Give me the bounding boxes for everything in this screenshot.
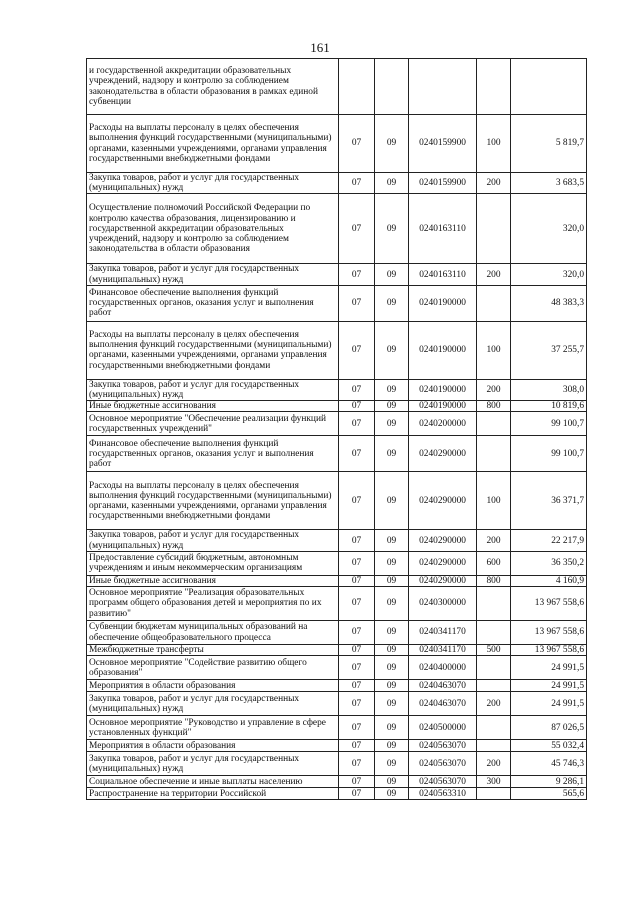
- amount-cell: 565,6: [511, 788, 587, 800]
- target-article-cell: [409, 59, 477, 115]
- expense-type-cell: 200: [477, 530, 511, 551]
- subsection-code-cell: 09: [375, 379, 409, 400]
- subsection-code-cell: 09: [375, 321, 409, 379]
- item-name-cell: Финансовое обеспечение выполнения функций государственных органов, оказания услуг и выполнения работ: [87, 285, 339, 321]
- section-code-cell: 07: [339, 680, 375, 692]
- item-name-cell: Основное мероприятие "Обеспечение реализации функций государственных учреждений": [87, 412, 339, 436]
- expense-type-cell: [477, 740, 511, 752]
- table-row: [87, 621, 587, 645]
- amount-cell: 36 371,7: [511, 472, 587, 530]
- amount-cell: 308,0: [511, 379, 587, 400]
- expense-type-cell: [477, 194, 511, 264]
- item-name-cell: Расходы на выплаты персоналу в целях обеспечения выполнения функций государственными (муниципальными) органами, казенными учреждениями, органами управления государственными внебюджетными фондами: [87, 472, 339, 530]
- subsection-code-cell: 09: [375, 621, 409, 645]
- table-row: [87, 645, 587, 656]
- item-name-cell: Межбюджетные трансферты: [87, 645, 339, 656]
- target-article-cell: 0240290000: [409, 530, 477, 551]
- table-row: [87, 379, 587, 400]
- amount-cell: 87 026,5: [511, 716, 587, 740]
- expense-type-cell: 200: [477, 692, 511, 716]
- subsection-code-cell: 09: [375, 740, 409, 752]
- target-article-cell: 0240400000: [409, 656, 477, 680]
- subsection-code-cell: 09: [375, 692, 409, 716]
- table-row: [87, 115, 587, 173]
- amount-cell: 24 991,5: [511, 692, 587, 716]
- table-row: [87, 194, 587, 264]
- target-article-cell: 0240163110: [409, 194, 477, 264]
- expense-type-cell: [477, 716, 511, 740]
- subsection-code-cell: 09: [375, 575, 409, 586]
- amount-cell: 320,0: [511, 194, 587, 264]
- target-article-cell: 0240290000: [409, 551, 477, 575]
- section-code-cell: 07: [339, 472, 375, 530]
- target-article-cell: 0240563310: [409, 788, 477, 800]
- amount-cell: 22 217,9: [511, 530, 587, 551]
- section-code-cell: 07: [339, 285, 375, 321]
- subsection-code-cell: 09: [375, 401, 409, 412]
- target-article-cell: 0240563070: [409, 740, 477, 752]
- amount-cell: 24 991,5: [511, 656, 587, 680]
- expense-type-cell: [477, 788, 511, 800]
- section-code-cell: 07: [339, 656, 375, 680]
- table-row: [87, 656, 587, 680]
- subsection-code-cell: 09: [375, 716, 409, 740]
- target-article-cell: 0240290000: [409, 575, 477, 586]
- expense-type-cell: 200: [477, 264, 511, 285]
- table-row: [87, 412, 587, 436]
- table-row: [87, 401, 587, 412]
- section-code-cell: 07: [339, 173, 375, 194]
- expense-type-cell: 100: [477, 321, 511, 379]
- subsection-code-cell: 09: [375, 436, 409, 472]
- amount-cell: 13 967 558,6: [511, 621, 587, 645]
- section-code-cell: 07: [339, 621, 375, 645]
- subsection-code-cell: 09: [375, 115, 409, 173]
- expense-type-cell: [477, 680, 511, 692]
- subsection-code-cell: 09: [375, 194, 409, 264]
- item-name-cell: Основное мероприятие "Содействие развитию общего образования": [87, 656, 339, 680]
- subsection-code-cell: 09: [375, 587, 409, 621]
- table-row: [87, 716, 587, 740]
- amount-cell: 10 819,6: [511, 401, 587, 412]
- expense-type-cell: 100: [477, 115, 511, 173]
- subsection-code-cell: 09: [375, 285, 409, 321]
- table-row: [87, 264, 587, 285]
- expense-type-cell: 200: [477, 379, 511, 400]
- target-article-cell: 0240159900: [409, 173, 477, 194]
- item-name-cell: Субвенции бюджетам муниципальных образований на обеспечение общеобразовательного процесса: [87, 621, 339, 645]
- table-row: [87, 472, 587, 530]
- expense-type-cell: 200: [477, 752, 511, 776]
- expense-type-cell: 100: [477, 472, 511, 530]
- amount-cell: 55 032,4: [511, 740, 587, 752]
- expense-type-cell: [477, 621, 511, 645]
- table-row: [87, 740, 587, 752]
- item-name-cell: Расходы на выплаты персоналу в целях обеспечения выполнения функций государственными (муниципальными) органами, казенными учреждениями, органами управления государственными внебюджетными фондами: [87, 115, 339, 173]
- expense-type-cell: 600: [477, 551, 511, 575]
- amount-cell: 13 967 558,6: [511, 645, 587, 656]
- subsection-code-cell: 09: [375, 264, 409, 285]
- expense-type-cell: [477, 285, 511, 321]
- target-article-cell: 0240463070: [409, 692, 477, 716]
- item-name-cell: Социальное обеспечение и иные выплаты населению: [87, 776, 339, 788]
- item-name-cell: Финансовое обеспечение выполнения функций государственных органов, оказания услуг и выполнения работ: [87, 436, 339, 472]
- amount-cell: 99 100,7: [511, 436, 587, 472]
- target-article-cell: 0240563070: [409, 752, 477, 776]
- subsection-code-cell: 09: [375, 656, 409, 680]
- subsection-code-cell: [375, 59, 409, 115]
- section-code-cell: 07: [339, 575, 375, 586]
- target-article-cell: 0240290000: [409, 472, 477, 530]
- item-name-cell: Мероприятия в области образования: [87, 680, 339, 692]
- section-code-cell: 07: [339, 379, 375, 400]
- item-name-cell: Основное мероприятие "Руководство и управление в сфере установленных функций": [87, 716, 339, 740]
- table-row: [87, 692, 587, 716]
- item-name-cell: Закупка товаров, работ и услуг для государственных (муниципальных) нужд: [87, 379, 339, 400]
- item-name-cell: Основное мероприятие "Реализация образовательных программ общего образования детей и мероприятия по их развитию": [87, 587, 339, 621]
- amount-cell: [511, 59, 587, 115]
- item-name-cell: Мероприятия в области образования: [87, 740, 339, 752]
- target-article-cell: 0240563070: [409, 776, 477, 788]
- target-article-cell: 0240300000: [409, 587, 477, 621]
- amount-cell: 99 100,7: [511, 412, 587, 436]
- section-code-cell: [339, 59, 375, 115]
- target-article-cell: 0240463070: [409, 680, 477, 692]
- item-name-cell: Расходы на выплаты персоналу в целях обеспечения выполнения функций государственными (муниципальными) органами, казенными учреждениями, органами управления государственными внебюджетными фондами: [87, 321, 339, 379]
- table-row: [87, 551, 587, 575]
- subsection-code-cell: 09: [375, 752, 409, 776]
- item-name-cell: Осуществление полномочий Российской Федерации по контролю качества образования, лицензированию и государственной аккредитации образовательных учреждений, надзору и контролю за соблюдением законодательства в области образования: [87, 194, 339, 264]
- table-row: [87, 436, 587, 472]
- table-row: [87, 680, 587, 692]
- expense-type-cell: 200: [477, 173, 511, 194]
- table-row: [87, 575, 587, 586]
- target-article-cell: 0240163110: [409, 264, 477, 285]
- expense-type-cell: [477, 59, 511, 115]
- item-name-cell: Закупка товаров, работ и услуг для государственных (муниципальных) нужд: [87, 530, 339, 551]
- target-article-cell: 0240200000: [409, 412, 477, 436]
- expense-type-cell: [477, 587, 511, 621]
- table-row: [87, 587, 587, 621]
- item-name-cell: Распространение на территории Российской: [87, 788, 339, 800]
- target-article-cell: 0240290000: [409, 436, 477, 472]
- target-article-cell: 0240159900: [409, 115, 477, 173]
- table-row: [87, 776, 587, 788]
- subsection-code-cell: 09: [375, 472, 409, 530]
- subsection-code-cell: 09: [375, 551, 409, 575]
- budget-table-body: [87, 59, 587, 800]
- section-code-cell: 07: [339, 264, 375, 285]
- section-code-cell: 07: [339, 740, 375, 752]
- table-row: [87, 530, 587, 551]
- section-code-cell: 07: [339, 692, 375, 716]
- item-name-cell: Закупка товаров, работ и услуг для государственных (муниципальных) нужд: [87, 173, 339, 194]
- section-code-cell: 07: [339, 194, 375, 264]
- item-name-cell: и государственной аккредитации образовательных учреждений, надзору и контролю за соблюдением законодательства в области образования в рамках единой субвенции: [87, 59, 339, 115]
- section-code-cell: 07: [339, 115, 375, 173]
- subsection-code-cell: 09: [375, 680, 409, 692]
- section-code-cell: 07: [339, 645, 375, 656]
- section-code-cell: 07: [339, 752, 375, 776]
- amount-cell: 320,0: [511, 264, 587, 285]
- expense-type-cell: [477, 656, 511, 680]
- subsection-code-cell: 09: [375, 412, 409, 436]
- amount-cell: 45 746,3: [511, 752, 587, 776]
- item-name-cell: Иные бюджетные ассигнования: [87, 401, 339, 412]
- target-article-cell: 0240341170: [409, 621, 477, 645]
- item-name-cell: Иные бюджетные ассигнования: [87, 575, 339, 586]
- section-code-cell: 07: [339, 530, 375, 551]
- target-article-cell: 0240341170: [409, 645, 477, 656]
- target-article-cell: 0240500000: [409, 716, 477, 740]
- section-code-cell: 07: [339, 401, 375, 412]
- subsection-code-cell: 09: [375, 776, 409, 788]
- section-code-cell: 07: [339, 587, 375, 621]
- section-code-cell: 07: [339, 321, 375, 379]
- item-name-cell: Предоставление субсидий бюджетным, автономным учреждениям и иным некоммерческим организациям: [87, 551, 339, 575]
- subsection-code-cell: 09: [375, 173, 409, 194]
- item-name-cell: Закупка товаров, работ и услуг для государственных (муниципальных) нужд: [87, 264, 339, 285]
- target-article-cell: 0240190000: [409, 379, 477, 400]
- table-row: [87, 788, 587, 800]
- section-code-cell: 07: [339, 788, 375, 800]
- section-code-cell: 07: [339, 436, 375, 472]
- table-row: [87, 173, 587, 194]
- amount-cell: 5 819,7: [511, 115, 587, 173]
- table-row: [87, 752, 587, 776]
- subsection-code-cell: 09: [375, 530, 409, 551]
- item-name-cell: Закупка товаров, работ и услуг для государственных (муниципальных) нужд: [87, 692, 339, 716]
- expense-type-cell: [477, 436, 511, 472]
- section-code-cell: 07: [339, 412, 375, 436]
- expense-type-cell: [477, 412, 511, 436]
- target-article-cell: 0240190000: [409, 401, 477, 412]
- amount-cell: 36 350,2: [511, 551, 587, 575]
- subsection-code-cell: 09: [375, 788, 409, 800]
- expense-type-cell: 800: [477, 575, 511, 586]
- budget-table: [86, 58, 587, 800]
- expense-type-cell: 300: [477, 776, 511, 788]
- expense-type-cell: 800: [477, 401, 511, 412]
- section-code-cell: 07: [339, 551, 375, 575]
- target-article-cell: 0240190000: [409, 321, 477, 379]
- table-row: [87, 59, 587, 115]
- expense-type-cell: 500: [477, 645, 511, 656]
- amount-cell: 13 967 558,6: [511, 587, 587, 621]
- amount-cell: 48 383,3: [511, 285, 587, 321]
- item-name-cell: Закупка товаров, работ и услуг для государственных (муниципальных) нужд: [87, 752, 339, 776]
- page-number: 161: [310, 40, 330, 55]
- amount-cell: 9 286,1: [511, 776, 587, 788]
- amount-cell: 24 991,5: [511, 680, 587, 692]
- section-code-cell: 07: [339, 776, 375, 788]
- amount-cell: 3 683,5: [511, 173, 587, 194]
- target-article-cell: 0240190000: [409, 285, 477, 321]
- amount-cell: 37 255,7: [511, 321, 587, 379]
- table-row: [87, 285, 587, 321]
- subsection-code-cell: 09: [375, 645, 409, 656]
- section-code-cell: 07: [339, 716, 375, 740]
- amount-cell: 4 160,9: [511, 575, 587, 586]
- table-row: [87, 321, 587, 379]
